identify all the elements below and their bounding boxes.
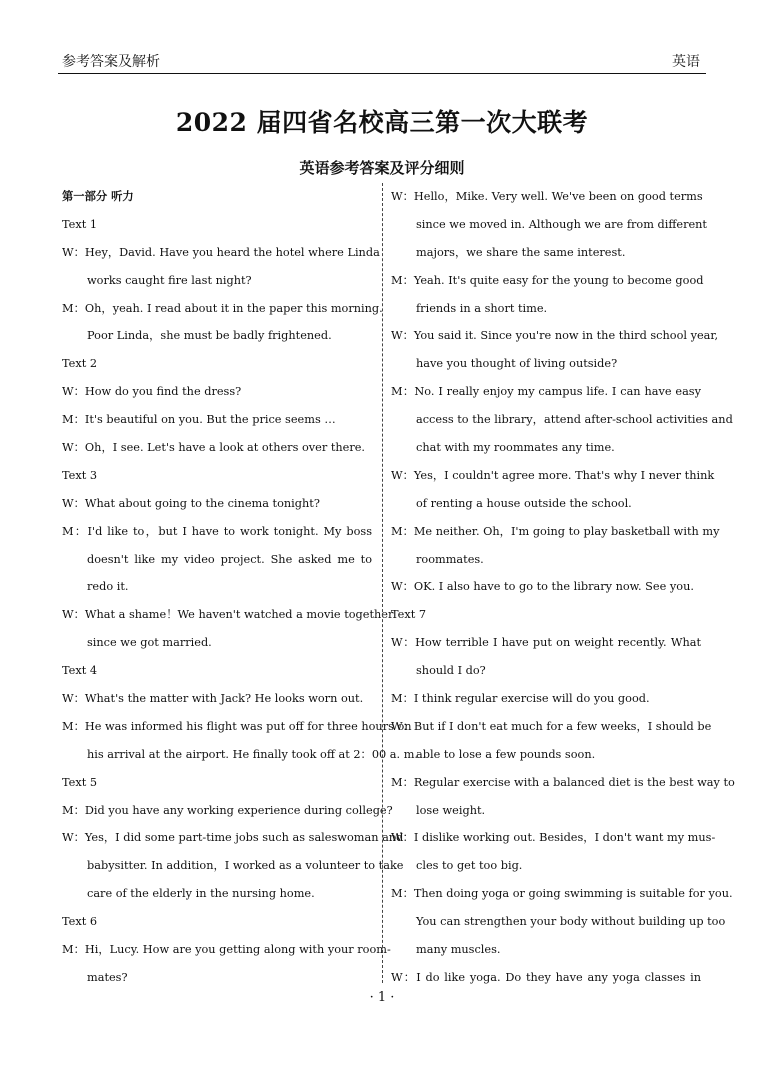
dialogue-line: doesn't like my video project. She asked me to xyxy=(87,552,372,566)
dialogue-line: have you thought of living outside? xyxy=(416,357,618,371)
dialogue-line: lose weight. xyxy=(416,803,486,817)
dialogue-line: M：No. I really enjoy my campus life. I can have easy xyxy=(391,385,701,399)
dialogue-line: M：Me neither. Oh，I'm going to play basketball with my xyxy=(391,524,720,538)
text-label: Text 2 xyxy=(62,357,98,371)
dialogue-line: babysitter. In addition，I worked as a volunteer to take xyxy=(87,859,404,873)
dialogue-line: W：How do you find the dress? xyxy=(62,385,242,399)
dialogue-line: M：It's beautiful on you. But the price seems … xyxy=(62,413,336,427)
dialogue-line: redo it. xyxy=(87,580,129,594)
text-label: Text 7 xyxy=(391,608,427,622)
dialogue-line: M：Regular exercise with a balanced diet is the best way to xyxy=(391,775,735,789)
dialogue-line: W：What a shame！We haven't watched a movie together xyxy=(62,608,394,622)
dialogue-line: mates? xyxy=(87,970,128,984)
dialogue-line: W：I do like yoga. Do they have any yoga classes in xyxy=(391,970,701,984)
dialogue-line: W：Hello，Mike. Very well. We've been on good terms xyxy=(391,190,703,203)
dialogue-line: chat with my roommates any time. xyxy=(416,441,615,455)
section-heading: 第一部分 听力 xyxy=(62,189,134,203)
dialogue-line: M：Oh，yeah. I read about it in the paper this morning. xyxy=(62,301,383,315)
dialogue-line: W：Yes，I did some part-time jobs such as saleswoman and xyxy=(62,831,404,845)
dialogue-line: W：I dislike working out. Besides，I don't want my mus- xyxy=(391,831,716,845)
dialogue-line: majors，we share the same interest. xyxy=(416,245,626,259)
document-title: 2022 届四省名校高三第一次大联考 xyxy=(175,108,589,137)
dialogue-line: cles to get too big. xyxy=(416,859,523,873)
right-column xyxy=(391,183,735,992)
header-left-label: 参考答案及解析 xyxy=(62,54,160,70)
header-rule xyxy=(58,73,706,74)
page-number: · 1 · xyxy=(369,990,395,1005)
dialogue-line: his arrival at the airport. He finally took off at 2：00 a. m. xyxy=(87,747,419,761)
header-subject-label: 英语 xyxy=(672,54,700,70)
dialogue-line: M：I think regular exercise will do you good. xyxy=(391,692,650,706)
dialogue-line: roommates. xyxy=(416,552,484,566)
dialogue-line: should I do? xyxy=(416,664,486,678)
dialogue-line: W：Hey，David. Have you heard the hotel where Linda xyxy=(62,245,380,259)
dialogue-line: W：Oh，I see. Let's have a look at others over there. xyxy=(62,441,366,455)
dialogue-line: care of the elderly in the nursing home. xyxy=(87,887,315,901)
dialogue-line: M：I'd like to，but I have to work tonight. My boss xyxy=(62,524,372,538)
dialogue-line: M：Yeah. It's quite easy for the young to become good xyxy=(391,273,704,287)
text-label: Text 1 xyxy=(62,217,98,231)
dialogue-line: of renting a house outside the school. xyxy=(416,496,632,510)
text-label: Text 4 xyxy=(62,664,98,678)
dialogue-line: M：He was informed his flight was put off for three hours on xyxy=(62,719,412,733)
dialogue-line: W：But if I don't eat much for a few weeks，I should be xyxy=(391,719,712,733)
dialogue-line: Poor Linda，she must be badly frightened. xyxy=(87,329,332,343)
column-divider xyxy=(382,183,383,983)
dialogue-line: W：What about going to the cinema tonight? xyxy=(62,496,320,510)
dialogue-line: M：Hi，Lucy. How are you getting along with your room- xyxy=(62,943,391,957)
dialogue-line: since we moved in. Although we are from different xyxy=(416,217,707,231)
dialogue-line: W：Yes，I couldn't agree more. That's why I never think xyxy=(391,468,715,482)
dialogue-line: W：OK. I also have to go to the library now. See you. xyxy=(391,580,694,594)
dialogue-line: able to lose a few pounds soon. xyxy=(416,747,596,761)
dialogue-line: You can strengthen your body without building up too xyxy=(416,915,726,929)
text-label: Text 5 xyxy=(62,775,98,789)
dialogue-line: M：Then doing yoga or going swimming is suitable for you. xyxy=(391,887,733,901)
dialogue-line: M：Did you have any working experience during college? xyxy=(62,803,393,817)
dialogue-line: access to the library，attend after-school activities and xyxy=(416,413,733,427)
dialogue-line: since we got married. xyxy=(87,636,212,650)
document-subtitle: 英语参考答案及评分细则 xyxy=(299,159,465,177)
dialogue-line: friends in a short time. xyxy=(416,301,548,315)
dialogue-line: works caught fire last night? xyxy=(87,273,252,287)
dialogue-line: W：You said it. Since you're now in the third school year, xyxy=(391,329,719,343)
dialogue-line: W：How terrible I have put on weight recently. What xyxy=(391,636,701,650)
dialogue-line: W：What's the matter with Jack? He looks worn out. xyxy=(62,692,364,706)
text-label: Text 3 xyxy=(62,468,98,482)
dialogue-line: many muscles. xyxy=(416,943,501,957)
text-label: Text 6 xyxy=(62,915,98,929)
